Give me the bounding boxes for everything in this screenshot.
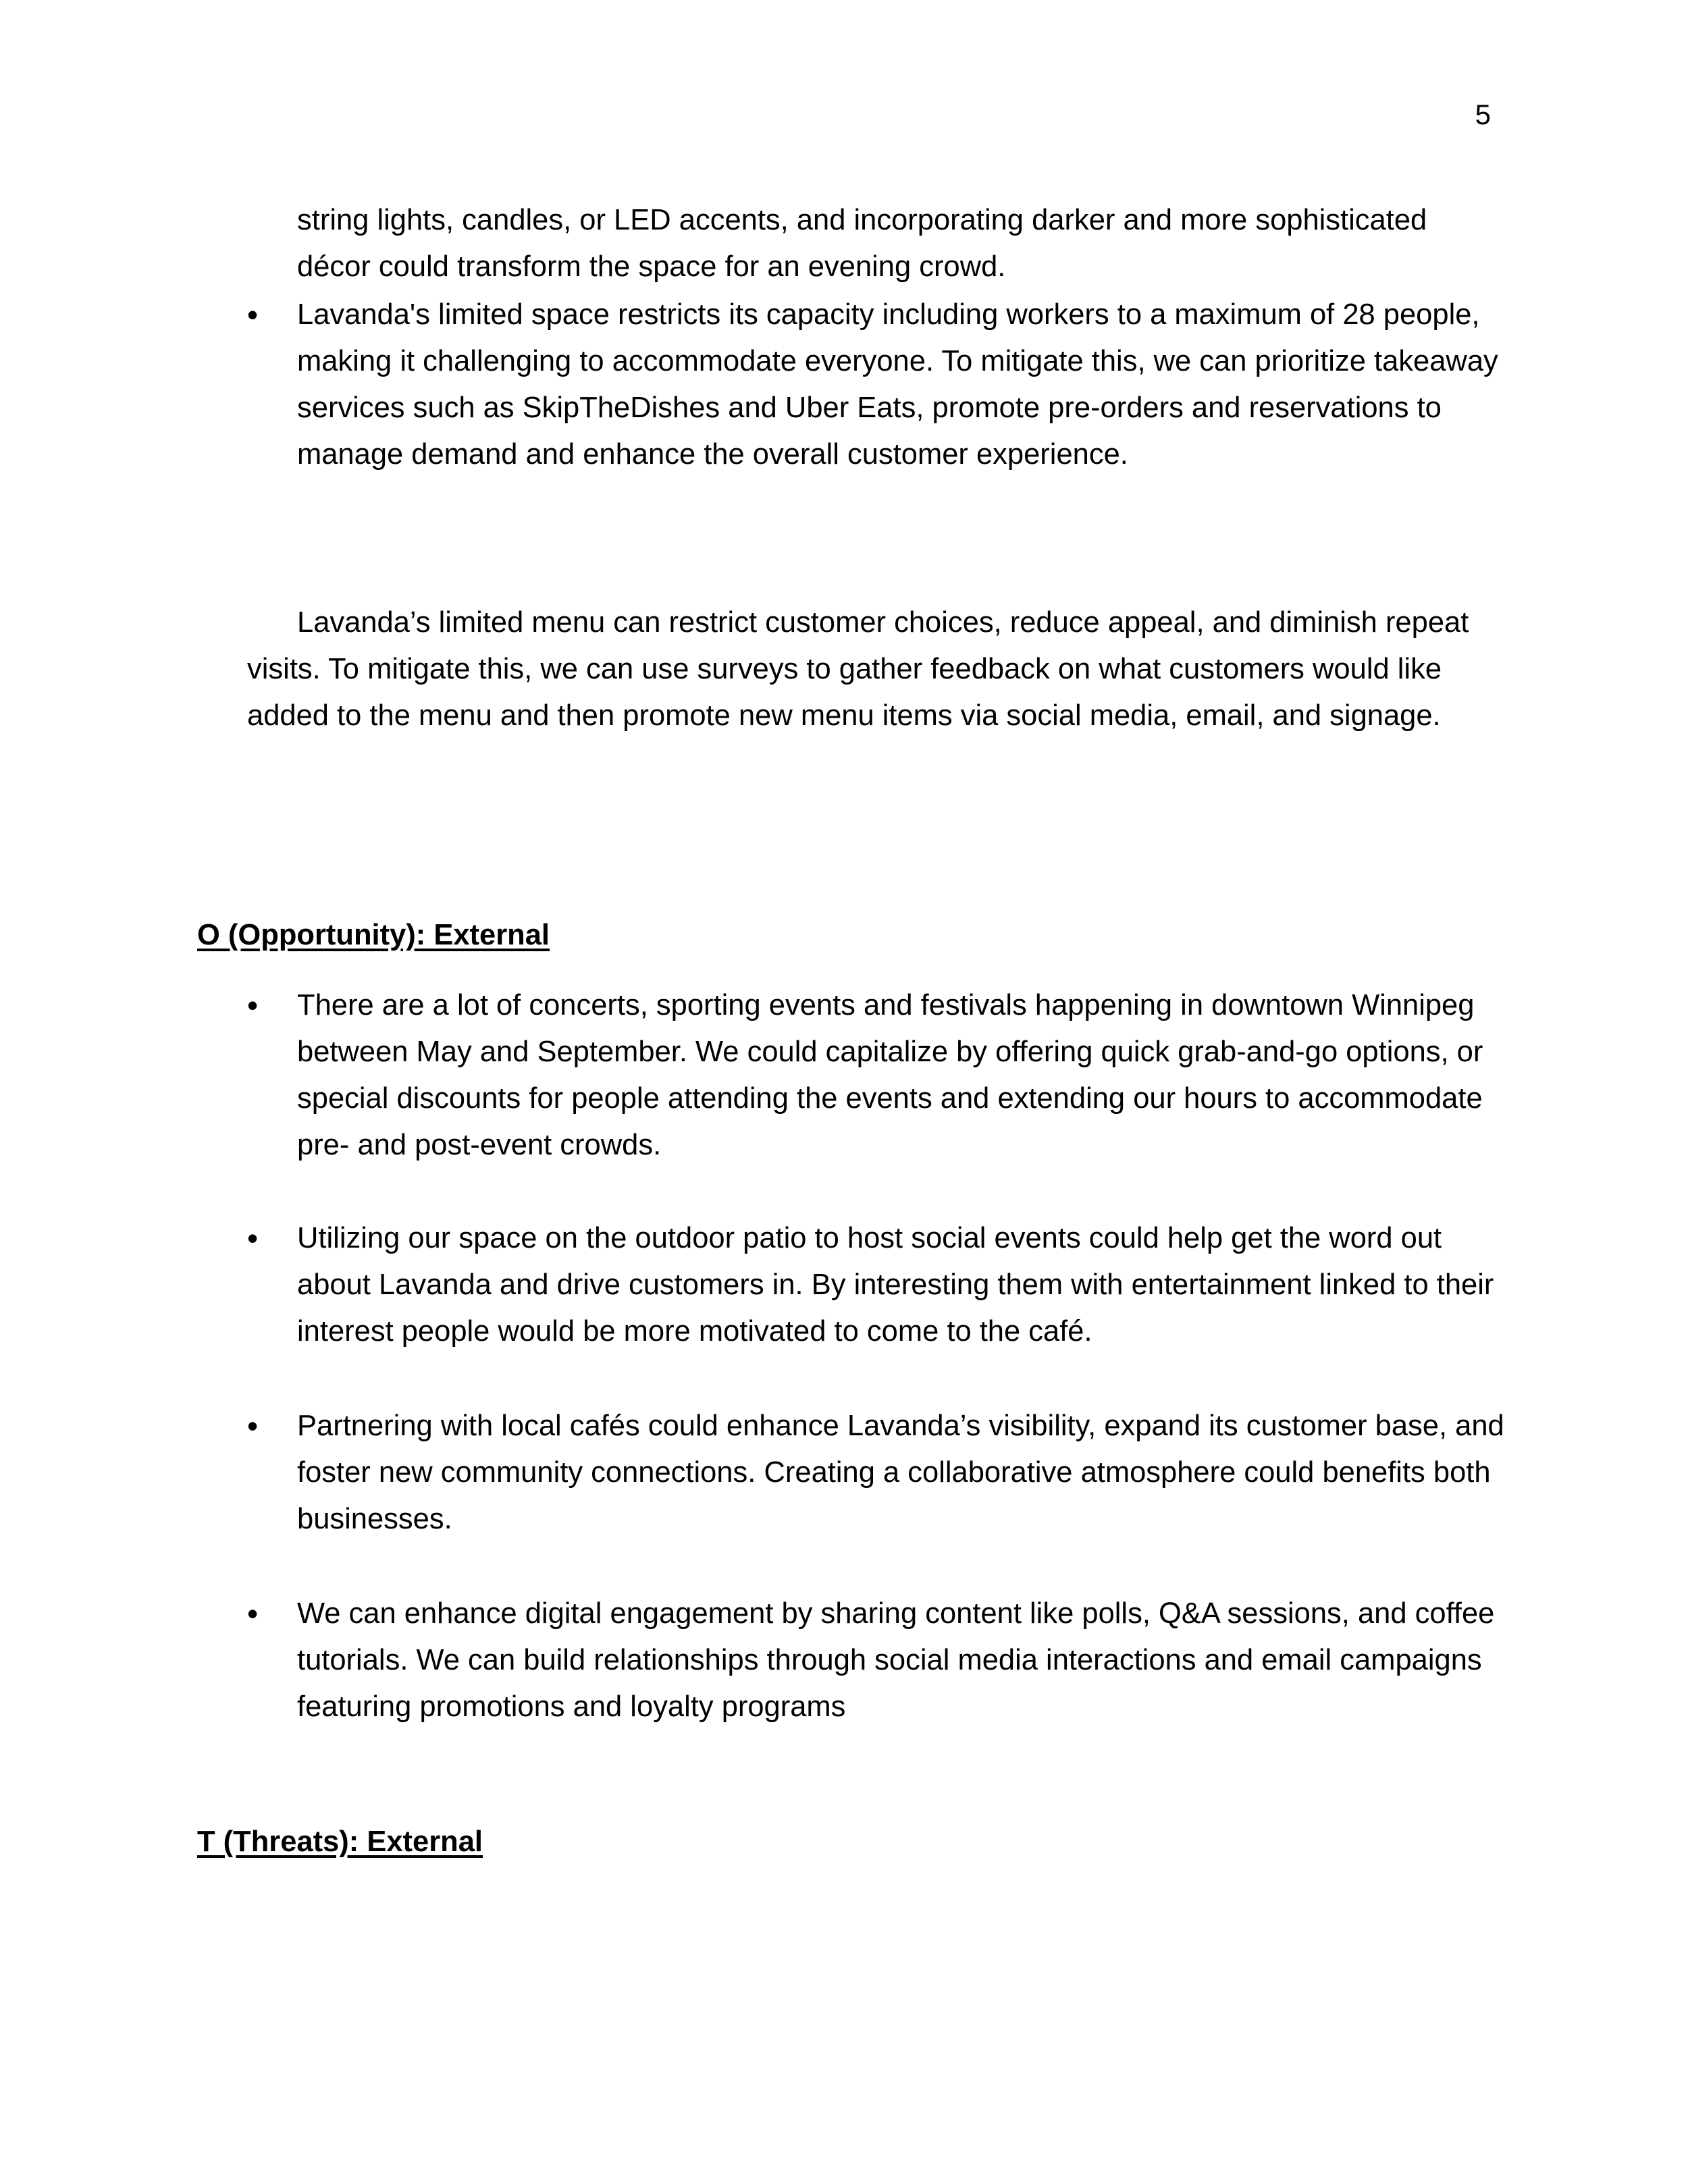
menu-paragraph: Lavanda’s limited menu can restrict customer choices, reduce appeal, and diminish repeat visits. To mitigate this, we can use surveys to gather feedback on what customers would like added to the menu and then promote new menu items via social media, email, and signage. [247,606,1469,732]
bullet-text: Lavanda's limited space restricts its capacity including workers to a maximum of 28 people, making it challenging to accommodate everyone. To mitigate this, we can prioritize takeaway services such as SkipTheDishes and Uber Eats, promote pre-orders and reservations to manage demand and enhance the overall customer experience. [297,298,1498,471]
opportunity-bullet-1 [197,982,1500,1169]
bullet-text: Partnering with local cafés could enhance Lavanda’s visibility, expand its customer base, and foster new community connections. Creating a collaborative atmosphere could benefits both businesses. [297,1410,1504,1535]
opportunity-bullet-3 [197,1403,1504,1543]
bullet-icon: • [247,1596,259,1631]
weakness-bullet [197,292,1500,478]
bullet-icon: • [247,297,259,332]
threats-heading: T (Threats): External [197,1826,483,1858]
continuation-text: string lights, candles, or LED accents, and incorporating darker and more sophisticated décor could transform the space for an evening crowd. [297,204,1427,283]
opportunity-bullet-4 [197,1591,1500,1730]
bullet-icon: • [247,1408,259,1443]
bullet-text: We can enhance digital engagement by sharing content like polls, Q&A sessions, and coffee tutorials. We can build relationships through social media interactions and email campaigns featuring promotions and loyalty programs [297,1597,1495,1723]
bullet-icon: • [247,988,259,1023]
bullet-icon: • [247,1221,259,1256]
opportunity-heading: O (Opportunity): External [197,919,550,951]
bullet-text: Utilizing our space on the outdoor patio to host social events could help get the word out about Lavanda and drive customers in. By interesting them with entertainment linked to their interest people would be more motivated to come to the café. [297,1222,1494,1348]
bullet-text: There are a lot of concerts, sporting events and festivals happening in downtown Winnipeg between May and September. We could capitalize by offering quick grab-and-go options, or special discounts for people attending the events and extending our hours to accommodate pre- and post-event crowds. [297,989,1483,1161]
opportunity-bullet-2 [197,1215,1500,1355]
page-number: 5 [1475,99,1491,130]
